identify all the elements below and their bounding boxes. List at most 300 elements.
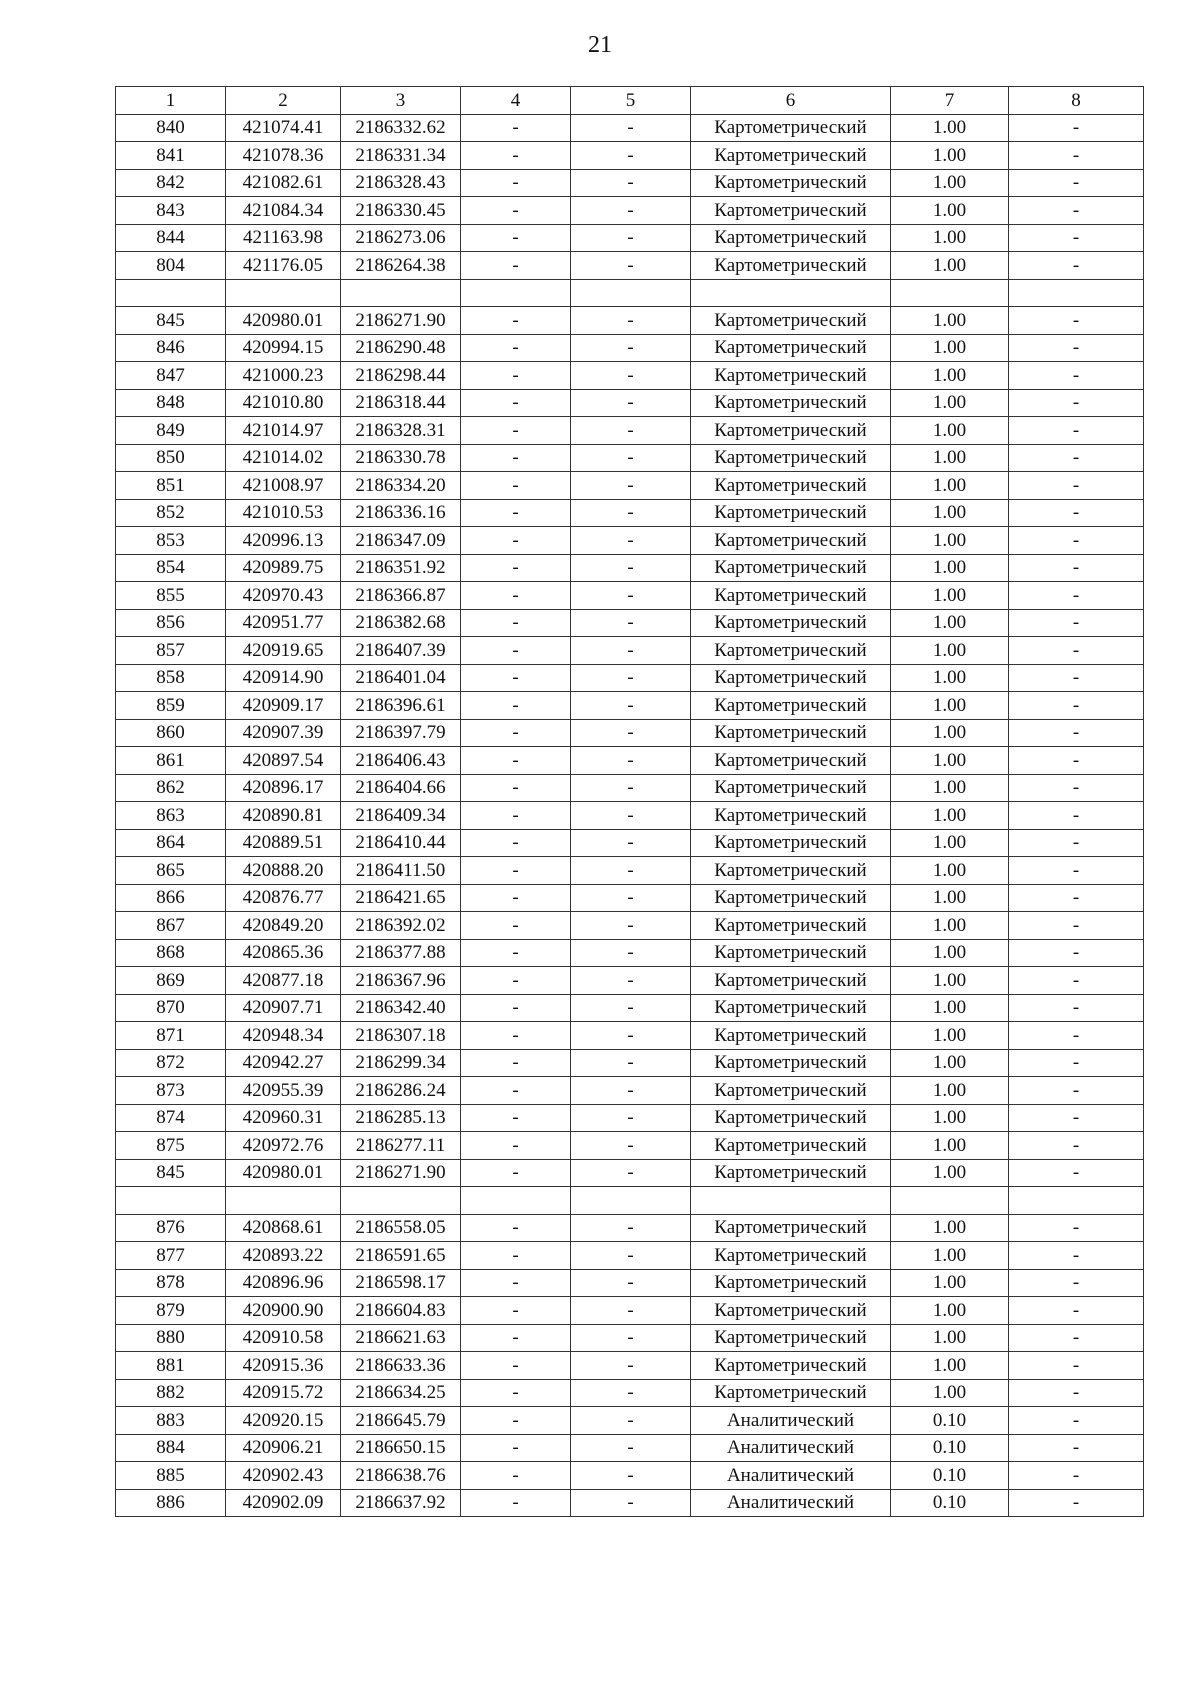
table-cell: 2186637.92 xyxy=(341,1489,461,1517)
table-cell: - xyxy=(461,884,571,912)
table-cell: Картометрический xyxy=(691,1214,891,1242)
table-cell: Картометрический xyxy=(691,1104,891,1132)
table-cell: Картометрический xyxy=(691,829,891,857)
table-cell: - xyxy=(571,307,691,335)
table-cell: - xyxy=(571,1379,691,1407)
table-row xyxy=(116,1022,1144,1050)
table-cell: 420896.17 xyxy=(226,774,341,802)
table-cell: - xyxy=(1009,747,1144,775)
table-cell: Картометрический xyxy=(691,1077,891,1105)
column-header: 2 xyxy=(226,87,341,115)
table-row xyxy=(116,637,1144,665)
table-cell: 420889.51 xyxy=(226,829,341,857)
column-header: 3 xyxy=(341,87,461,115)
table-cell: 878 xyxy=(116,1269,226,1297)
table-cell: - xyxy=(571,1132,691,1160)
table-cell: - xyxy=(1009,389,1144,417)
table-cell: 2186271.90 xyxy=(341,307,461,335)
table-cell: 845 xyxy=(116,1159,226,1187)
table-row xyxy=(116,1297,1144,1325)
table-cell: - xyxy=(461,1324,571,1352)
table-cell: - xyxy=(1009,802,1144,830)
table-cell: 420865.36 xyxy=(226,939,341,967)
table-cell: - xyxy=(1009,829,1144,857)
table-row xyxy=(116,857,1144,885)
table-cell: 1.00 xyxy=(891,142,1009,170)
table-cell: Картометрический xyxy=(691,994,891,1022)
table-cell: - xyxy=(461,582,571,610)
table-cell xyxy=(226,1187,341,1215)
table-cell: 845 xyxy=(116,307,226,335)
table-cell: 2186290.48 xyxy=(341,334,461,362)
table-cell: 879 xyxy=(116,1297,226,1325)
table-cell: 880 xyxy=(116,1324,226,1352)
table-row xyxy=(116,417,1144,445)
table-cell: 2186621.63 xyxy=(341,1324,461,1352)
table-cell: - xyxy=(461,1352,571,1380)
table-cell: 2186328.43 xyxy=(341,169,461,197)
table-cell: 420910.58 xyxy=(226,1324,341,1352)
table-cell: - xyxy=(571,747,691,775)
table-cell: - xyxy=(571,719,691,747)
table-cell: 884 xyxy=(116,1434,226,1462)
table-cell: - xyxy=(571,802,691,830)
table-row xyxy=(116,224,1144,252)
table-cell: 867 xyxy=(116,912,226,940)
table-cell: - xyxy=(461,1297,571,1325)
table-cell: - xyxy=(571,609,691,637)
table-cell: - xyxy=(461,912,571,940)
table-cell: - xyxy=(571,252,691,280)
table-cell: - xyxy=(1009,527,1144,555)
table-cell: - xyxy=(571,1242,691,1270)
table-cell: - xyxy=(571,994,691,1022)
table-cell: 2186591.65 xyxy=(341,1242,461,1270)
table-cell: 2186286.24 xyxy=(341,1077,461,1105)
table-cell: - xyxy=(461,527,571,555)
table-cell: 0.10 xyxy=(891,1462,1009,1490)
table-cell: - xyxy=(1009,334,1144,362)
table-cell: 420890.81 xyxy=(226,802,341,830)
table-cell: 2186366.87 xyxy=(341,582,461,610)
table-cell: - xyxy=(461,1462,571,1490)
table-cell: 874 xyxy=(116,1104,226,1132)
table-cell: - xyxy=(461,1489,571,1517)
table-cell: Картометрический xyxy=(691,334,891,362)
table-cell: 420920.15 xyxy=(226,1407,341,1435)
table-cell: Картометрический xyxy=(691,389,891,417)
table-cell: Картометрический xyxy=(691,1269,891,1297)
table-cell: - xyxy=(1009,1159,1144,1187)
column-header: 7 xyxy=(891,87,1009,115)
table-cell: 2186407.39 xyxy=(341,637,461,665)
table-cell: - xyxy=(1009,1352,1144,1380)
table-cell: - xyxy=(461,499,571,527)
table-cell: - xyxy=(571,692,691,720)
table-cell: 843 xyxy=(116,197,226,225)
table-cell: - xyxy=(571,1104,691,1132)
table-cell: - xyxy=(571,1049,691,1077)
table-cell: 420877.18 xyxy=(226,967,341,995)
table-cell: - xyxy=(571,362,691,390)
table-cell xyxy=(116,1187,226,1215)
table-cell: - xyxy=(1009,1104,1144,1132)
table-cell: - xyxy=(461,554,571,582)
table-cell: - xyxy=(461,967,571,995)
table-cell: - xyxy=(1009,967,1144,995)
table-cell: Картометрический xyxy=(691,362,891,390)
table-cell: - xyxy=(1009,1297,1144,1325)
table-cell xyxy=(461,1187,571,1215)
table-cell: - xyxy=(1009,1132,1144,1160)
table-cell: 882 xyxy=(116,1379,226,1407)
table-cell: 840 xyxy=(116,114,226,142)
table-cell: 0.10 xyxy=(891,1407,1009,1435)
table-cell: 420980.01 xyxy=(226,1159,341,1187)
table-cell: - xyxy=(461,1242,571,1270)
table-cell: 885 xyxy=(116,1462,226,1490)
table-cell: 421010.80 xyxy=(226,389,341,417)
table-cell: - xyxy=(571,1297,691,1325)
table-cell: - xyxy=(1009,224,1144,252)
table-cell: Картометрический xyxy=(691,1297,891,1325)
table-cell: 421163.98 xyxy=(226,224,341,252)
table-cell: 420902.43 xyxy=(226,1462,341,1490)
table-row xyxy=(116,1132,1144,1160)
table-row xyxy=(116,1269,1144,1297)
table-cell: 2186638.76 xyxy=(341,1462,461,1490)
table-cell: - xyxy=(1009,609,1144,637)
table-cell: 1.00 xyxy=(891,609,1009,637)
table-cell: 851 xyxy=(116,472,226,500)
table-cell xyxy=(571,279,691,307)
table-cell: 1.00 xyxy=(891,857,1009,885)
table-cell: 420972.76 xyxy=(226,1132,341,1160)
table-cell: - xyxy=(571,169,691,197)
column-header: 1 xyxy=(116,87,226,115)
table-row xyxy=(116,1379,1144,1407)
table-row xyxy=(116,939,1144,967)
table-row xyxy=(116,829,1144,857)
table-cell: - xyxy=(571,1489,691,1517)
table-cell: - xyxy=(571,142,691,170)
table-cell: 875 xyxy=(116,1132,226,1160)
table-cell: - xyxy=(1009,884,1144,912)
table-row xyxy=(116,692,1144,720)
table-cell: 421010.53 xyxy=(226,499,341,527)
table-row xyxy=(116,884,1144,912)
table-cell: 420914.90 xyxy=(226,664,341,692)
table-cell: 420909.17 xyxy=(226,692,341,720)
table-cell: - xyxy=(461,774,571,802)
table-cell: 860 xyxy=(116,719,226,747)
table-cell: 863 xyxy=(116,802,226,830)
table-cell: - xyxy=(461,609,571,637)
table-cell xyxy=(1009,279,1144,307)
table-cell: 871 xyxy=(116,1022,226,1050)
table-cell: 1.00 xyxy=(891,472,1009,500)
table-cell: Картометрический xyxy=(691,582,891,610)
table-cell: 866 xyxy=(116,884,226,912)
table-cell: Картометрический xyxy=(691,1352,891,1380)
table-cell: 420980.01 xyxy=(226,307,341,335)
table-cell: - xyxy=(1009,857,1144,885)
table-cell: - xyxy=(461,1104,571,1132)
table-cell: Картометрический xyxy=(691,802,891,830)
table-cell: 1.00 xyxy=(891,252,1009,280)
table-body xyxy=(116,114,1144,1517)
table-cell: 859 xyxy=(116,692,226,720)
table-row xyxy=(116,1462,1144,1490)
table-cell: 1.00 xyxy=(891,774,1009,802)
table-row xyxy=(116,362,1144,390)
table-cell: 877 xyxy=(116,1242,226,1270)
table-row xyxy=(116,334,1144,362)
table-cell: Картометрический xyxy=(691,224,891,252)
table-cell: 1.00 xyxy=(891,499,1009,527)
table-cell: 2186401.04 xyxy=(341,664,461,692)
page-number: 21 xyxy=(588,32,612,58)
table-cell: - xyxy=(571,1269,691,1297)
table-cell: - xyxy=(1009,1049,1144,1077)
table-cell: - xyxy=(461,472,571,500)
table-cell: - xyxy=(461,802,571,830)
table-row xyxy=(116,1407,1144,1435)
table-cell: - xyxy=(1009,197,1144,225)
table-cell: Картометрический xyxy=(691,609,891,637)
table-cell: - xyxy=(1009,637,1144,665)
table-cell: Картометрический xyxy=(691,1242,891,1270)
table-cell: - xyxy=(571,472,691,500)
table-cell: - xyxy=(1009,1022,1144,1050)
table-cell: 421008.97 xyxy=(226,472,341,500)
table-cell: 420915.36 xyxy=(226,1352,341,1380)
table-cell: 420896.96 xyxy=(226,1269,341,1297)
table-cell: - xyxy=(461,1132,571,1160)
table-cell: 2186271.90 xyxy=(341,1159,461,1187)
table-cell: 852 xyxy=(116,499,226,527)
table-cell: 1.00 xyxy=(891,747,1009,775)
table-cell: 421084.34 xyxy=(226,197,341,225)
table-cell xyxy=(571,1187,691,1215)
table-cell: 1.00 xyxy=(891,802,1009,830)
table-cell: - xyxy=(1009,1269,1144,1297)
table-cell xyxy=(116,279,226,307)
table-cell: 853 xyxy=(116,527,226,555)
table-cell: - xyxy=(1009,169,1144,197)
table-header-row xyxy=(116,87,1144,115)
table-cell: - xyxy=(571,664,691,692)
table-cell: Картометрический xyxy=(691,142,891,170)
table-cell: 2186634.25 xyxy=(341,1379,461,1407)
table-cell: Картометрический xyxy=(691,1132,891,1160)
column-header: 8 xyxy=(1009,87,1144,115)
table-cell: - xyxy=(461,664,571,692)
table-cell: 420951.77 xyxy=(226,609,341,637)
table-cell: - xyxy=(571,582,691,610)
table-cell: - xyxy=(461,747,571,775)
table-cell: Картометрический xyxy=(691,197,891,225)
table-cell: 2186285.13 xyxy=(341,1104,461,1132)
table-cell xyxy=(891,279,1009,307)
table-cell: - xyxy=(1009,582,1144,610)
table-cell: - xyxy=(571,1022,691,1050)
table-cell: 1.00 xyxy=(891,664,1009,692)
table-cell: 2186411.50 xyxy=(341,857,461,885)
table-cell: 1.00 xyxy=(891,1352,1009,1380)
table-cell xyxy=(891,1187,1009,1215)
table-cell xyxy=(461,279,571,307)
table-cell: 883 xyxy=(116,1407,226,1435)
table-cell: 421176.05 xyxy=(226,252,341,280)
table-cell: 1.00 xyxy=(891,1324,1009,1352)
table-cell: - xyxy=(571,499,691,527)
table-cell: 1.00 xyxy=(891,939,1009,967)
table-cell: - xyxy=(461,197,571,225)
table-cell: 2186409.34 xyxy=(341,802,461,830)
table-cell: 857 xyxy=(116,637,226,665)
table-cell: 1.00 xyxy=(891,719,1009,747)
table-cell: - xyxy=(461,857,571,885)
table-cell: 1.00 xyxy=(891,362,1009,390)
table-cell: 420868.61 xyxy=(226,1214,341,1242)
table-cell: - xyxy=(1009,1434,1144,1462)
table-cell: - xyxy=(1009,664,1144,692)
table-cell: 2186421.65 xyxy=(341,884,461,912)
table-cell: - xyxy=(461,142,571,170)
table-cell: Картометрический xyxy=(691,719,891,747)
table-cell: 876 xyxy=(116,1214,226,1242)
table-row xyxy=(116,912,1144,940)
table-cell: 1.00 xyxy=(891,444,1009,472)
table-row xyxy=(116,582,1144,610)
table-cell: 2186264.38 xyxy=(341,252,461,280)
coordinates-table xyxy=(115,86,1144,1517)
table-cell: - xyxy=(461,939,571,967)
table-cell: 1.00 xyxy=(891,527,1009,555)
table-cell: - xyxy=(1009,1489,1144,1517)
table-cell: Аналитический xyxy=(691,1462,891,1490)
table-cell: Картометрический xyxy=(691,857,891,885)
table-row xyxy=(116,802,1144,830)
table-cell: 420996.13 xyxy=(226,527,341,555)
table-cell: 2186397.79 xyxy=(341,719,461,747)
table-cell: 862 xyxy=(116,774,226,802)
table-cell: 2186342.40 xyxy=(341,994,461,1022)
table-cell: 1.00 xyxy=(891,884,1009,912)
table-cell xyxy=(341,279,461,307)
table-cell: - xyxy=(571,1407,691,1435)
table-cell: Аналитический xyxy=(691,1434,891,1462)
table-cell: - xyxy=(571,224,691,252)
table-cell: 420907.71 xyxy=(226,994,341,1022)
table-row xyxy=(116,114,1144,142)
table-cell: Картометрический xyxy=(691,912,891,940)
table-cell: Картометрический xyxy=(691,967,891,995)
table-cell: 1.00 xyxy=(891,334,1009,362)
table-cell: Картометрический xyxy=(691,444,891,472)
table-cell: - xyxy=(1009,994,1144,1022)
table-cell: - xyxy=(461,1022,571,1050)
table-cell: 842 xyxy=(116,169,226,197)
table-cell: Картометрический xyxy=(691,664,891,692)
table-cell: Картометрический xyxy=(691,114,891,142)
table-cell: 420900.90 xyxy=(226,1297,341,1325)
table-row xyxy=(116,527,1144,555)
table-cell: 1.00 xyxy=(891,1132,1009,1160)
table-cell: 2186404.66 xyxy=(341,774,461,802)
table-cell: Картометрический xyxy=(691,747,891,775)
table-row xyxy=(116,1104,1144,1132)
table-cell: 873 xyxy=(116,1077,226,1105)
table-row xyxy=(116,1352,1144,1380)
table-cell: - xyxy=(571,334,691,362)
table-cell: - xyxy=(461,334,571,362)
table-cell: 420919.65 xyxy=(226,637,341,665)
table-cell: 1.00 xyxy=(891,417,1009,445)
table-cell: 2186396.61 xyxy=(341,692,461,720)
table-cell: 2186336.16 xyxy=(341,499,461,527)
table-cell: - xyxy=(1009,1077,1144,1105)
table-cell: 1.00 xyxy=(891,692,1009,720)
table-cell: Картометрический xyxy=(691,417,891,445)
table-cell: 0.10 xyxy=(891,1434,1009,1462)
table-cell: 1.00 xyxy=(891,829,1009,857)
table-cell: - xyxy=(461,114,571,142)
table-cell: - xyxy=(461,417,571,445)
table-row xyxy=(116,197,1144,225)
table-row xyxy=(116,1049,1144,1077)
table-cell: 420876.77 xyxy=(226,884,341,912)
table-cell: - xyxy=(571,444,691,472)
table-cell: 421014.02 xyxy=(226,444,341,472)
table-cell: - xyxy=(461,1434,571,1462)
table-cell xyxy=(341,1187,461,1215)
table-cell: 420970.43 xyxy=(226,582,341,610)
table-row xyxy=(116,389,1144,417)
table-cell: - xyxy=(461,1049,571,1077)
table-cell: - xyxy=(571,829,691,857)
table-cell: 1.00 xyxy=(891,1022,1009,1050)
table-cell: 1.00 xyxy=(891,307,1009,335)
table-cell: - xyxy=(1009,142,1144,170)
table-cell: 420907.39 xyxy=(226,719,341,747)
table-cell: Картометрический xyxy=(691,1022,891,1050)
table-cell: - xyxy=(571,857,691,885)
table-cell: - xyxy=(461,719,571,747)
table-cell: 856 xyxy=(116,609,226,637)
table-row xyxy=(116,444,1144,472)
column-header: 5 xyxy=(571,87,691,115)
table-cell: - xyxy=(461,1269,571,1297)
table-cell: 861 xyxy=(116,747,226,775)
table-cell: Картометрический xyxy=(691,554,891,582)
table-cell: 420955.39 xyxy=(226,1077,341,1105)
table-cell: - xyxy=(1009,252,1144,280)
table-cell: 844 xyxy=(116,224,226,252)
table-cell: - xyxy=(1009,939,1144,967)
table-cell: 2186410.44 xyxy=(341,829,461,857)
table-cell: - xyxy=(1009,1214,1144,1242)
table-cell: 421074.41 xyxy=(226,114,341,142)
table-cell: 1.00 xyxy=(891,389,1009,417)
table-cell: 420902.09 xyxy=(226,1489,341,1517)
table-cell: - xyxy=(571,417,691,445)
table-cell: 2186307.18 xyxy=(341,1022,461,1050)
table-cell: 850 xyxy=(116,444,226,472)
table-row xyxy=(116,1077,1144,1105)
table-row xyxy=(116,1214,1144,1242)
